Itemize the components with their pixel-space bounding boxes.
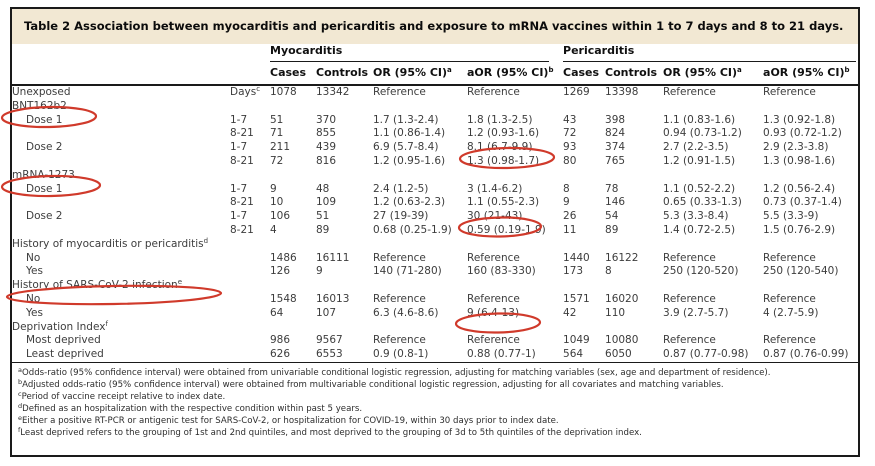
table-cell: Reference <box>467 292 520 305</box>
table-cell: 564 <box>563 348 584 361</box>
table-cell: Reference <box>663 86 716 98</box>
table-cell: 6553 <box>316 348 343 361</box>
table-row <box>12 210 858 224</box>
row-label: Unexposed <box>12 86 71 98</box>
table-cell: 16122 <box>605 251 639 264</box>
table-cell: 1269 <box>563 86 590 98</box>
table-cell <box>663 100 763 114</box>
table-cell: 5.3 (3.3-8.4) <box>663 210 729 223</box>
table-cell <box>230 265 270 279</box>
table-cell: 250 (120-540) <box>763 265 839 278</box>
table-cell: 1.1 (0.55-2.3) <box>467 196 540 209</box>
table-cell: 13342 <box>316 86 350 98</box>
table-cell: 250 (120-520) <box>663 265 739 278</box>
table-cell <box>563 279 605 293</box>
table-cell <box>270 321 316 335</box>
table-cell <box>316 100 373 114</box>
row-label: No <box>26 292 41 305</box>
column-header-row <box>12 62 858 85</box>
column-header-aor: aOR (95% CI)$^b$ <box>467 62 563 85</box>
table-cell: 1548 <box>270 292 297 305</box>
section-row <box>12 279 858 293</box>
group-header-label: Myocarditis <box>270 44 343 57</box>
table-cell: 9 <box>563 196 570 209</box>
table-cell <box>563 238 605 252</box>
table-cell: 8-21 <box>230 223 254 236</box>
row-label <box>12 196 230 210</box>
table-cell <box>230 279 270 293</box>
table-cell: Reference <box>663 334 716 347</box>
table-cell: 6.3 (4.6-8.6) <box>373 306 439 319</box>
table-cell: 80 <box>563 154 577 167</box>
table-cell <box>230 321 270 335</box>
table-cell: 146 <box>605 196 626 209</box>
table-cell: 8-21 <box>230 154 254 167</box>
row-label: Yes <box>26 306 43 319</box>
table-cell: 1.5 (0.76-2.9) <box>763 223 836 236</box>
table-cell: 626 <box>270 348 291 361</box>
section-row <box>12 238 858 252</box>
table-row <box>12 155 858 169</box>
column-header-or: OR (95% CI)$^a$ <box>373 62 467 85</box>
table-title-bar <box>12 9 858 44</box>
table-cell: 3 (1.4-6.2) <box>467 182 523 195</box>
table-cell <box>563 100 605 114</box>
column-header-controls: Controls <box>316 62 373 85</box>
table-cell: 0.65 (0.33-1.3) <box>663 196 742 209</box>
table-row <box>12 183 858 197</box>
table-cell: 824 <box>605 127 626 140</box>
association-table <box>12 44 858 362</box>
table-cell <box>763 279 858 293</box>
table-cell <box>763 238 858 252</box>
table-cell: 72 <box>270 154 284 167</box>
table-cell: 1.1 (0.86-1.4) <box>373 127 446 140</box>
table-cell: 9 <box>270 182 277 195</box>
table-cell <box>605 100 663 114</box>
table-cell: 1440 <box>563 251 590 264</box>
row-label: Dose 1 <box>26 113 63 126</box>
table-cell: Reference <box>467 334 520 347</box>
table-cell: 107 <box>316 306 337 319</box>
table-cell <box>605 279 663 293</box>
table-cell: 1.2 (0.91-1.5) <box>663 154 736 167</box>
column-header-empty <box>12 62 230 85</box>
footnote-line: $^b$Adjusted odds-ratio (95% confidence interval) were obtained from multivariable conditional logistic regression, adjusting for all covariates and matching variables. <box>18 377 724 390</box>
row-label: Dose 2 <box>26 210 63 223</box>
table-cell: 1.2 (0.93-1.6) <box>467 127 540 140</box>
table-cell: 2.9 (2.3-3.8) <box>763 141 829 154</box>
table-cell: Reference <box>763 251 816 264</box>
table-cell <box>230 348 270 362</box>
table-cell: 26 <box>563 210 577 223</box>
table-title: Table 2 Association between myocarditis and pericarditis and exposure to mRNA vaccines within 1 to 7 days and 8 to 21 days. <box>24 18 844 33</box>
table-cell: 2.4 (1.2-5) <box>373 182 429 195</box>
table-cell <box>230 238 270 252</box>
table-cell <box>373 279 467 293</box>
table-cell: 986 <box>270 334 291 347</box>
table-cell: 1571 <box>563 292 590 305</box>
row-label: Dose 1 <box>26 182 63 195</box>
table-cell <box>316 169 373 183</box>
table-cell: 109 <box>316 196 337 209</box>
table-cell: 4 (2.7-5.9) <box>763 306 819 319</box>
table-cell: 78 <box>605 182 619 195</box>
table-cell: 16013 <box>316 292 350 305</box>
table-cell: 1-7 <box>230 113 248 126</box>
table-row <box>12 293 858 307</box>
table-cell <box>230 307 270 321</box>
table-cell <box>316 321 373 335</box>
table-cell: 64 <box>270 306 284 319</box>
column-header-controls: Controls <box>605 62 663 85</box>
table-cell: 1.1 (0.83-1.6) <box>663 113 736 126</box>
column-header-empty <box>230 62 270 85</box>
table-cell <box>467 279 563 293</box>
row-label: BNT162b2 <box>12 99 67 112</box>
table-cell: 43 <box>563 113 577 126</box>
table-cell: Reference <box>373 86 426 98</box>
table-cell <box>373 100 467 114</box>
table-cell <box>373 321 467 335</box>
table-cell: 42 <box>563 306 577 319</box>
table-cell: 0.68 (0.25-1.9) <box>373 223 452 236</box>
table-cell: 3.9 (2.7-5.7) <box>663 306 729 319</box>
table-body <box>12 85 858 362</box>
footnote-line: $^d$Defined as an hospitalization with the respective condition within past 5 years. <box>18 401 363 414</box>
table-cell: 0.87 (0.76-0.99) <box>763 348 849 361</box>
table-cell: 0.9 (0.8-1) <box>373 348 429 361</box>
row-label: Dose 2 <box>26 141 63 154</box>
table-cell: 8.1 (6.7-9.9) <box>467 141 533 154</box>
table-cell: 9567 <box>316 334 343 347</box>
table-cell: 1-7 <box>230 210 248 223</box>
table-cell <box>605 238 663 252</box>
table-cell: 89 <box>605 223 619 236</box>
table-cell: 8-21 <box>230 127 254 140</box>
table-row <box>12 141 858 155</box>
table-cell: 855 <box>316 127 337 140</box>
table-cell <box>563 321 605 335</box>
table-cell: 72 <box>563 127 577 140</box>
table-cell <box>763 100 858 114</box>
table-cell: 9 <box>316 265 323 278</box>
table-cell: 816 <box>316 154 337 167</box>
table-cell: 10 <box>270 196 284 209</box>
section-row <box>12 100 858 114</box>
row-label: Yes <box>26 265 43 278</box>
section-row <box>12 169 858 183</box>
table-cell: 10080 <box>605 334 639 347</box>
table-cell: 51 <box>316 210 330 223</box>
row-label: History of myocarditis or pericarditis$^d$ <box>12 236 209 250</box>
group-header-label: Pericarditis <box>563 44 635 57</box>
row-label: Most deprived <box>26 334 101 347</box>
table-cell <box>373 169 467 183</box>
table-figure <box>10 7 860 457</box>
table-cell: 1.8 (1.3-2.5) <box>467 113 533 126</box>
table-cell <box>230 334 270 348</box>
table-cell: Reference <box>373 334 426 347</box>
table-cell <box>467 238 563 252</box>
table-row <box>12 85 858 100</box>
table-cell <box>270 238 316 252</box>
table-cell: 211 <box>270 141 291 154</box>
table-cell: 1.2 (0.95-1.6) <box>373 154 446 167</box>
table-cell: Reference <box>663 292 716 305</box>
table-cell: 93 <box>563 141 577 154</box>
table-cell: 0.88 (0.77-1) <box>467 348 536 361</box>
group-header-spacer <box>12 44 270 62</box>
table-cell: 1078 <box>270 86 297 98</box>
table-cell <box>563 169 605 183</box>
table-cell: 1.1 (0.52-2.2) <box>663 182 736 195</box>
table-row <box>12 334 858 348</box>
table-cell <box>467 321 563 335</box>
table-row <box>12 307 858 321</box>
table-cell: 1.2 (0.56-2.4) <box>763 182 836 195</box>
table-cell: 27 (19-39) <box>373 210 429 223</box>
table-cell: 1049 <box>563 334 590 347</box>
table-cell: 48 <box>316 182 330 195</box>
table-cell: 16111 <box>316 251 350 264</box>
table-cell: 160 (83-330) <box>467 265 536 278</box>
footnotes <box>12 363 858 439</box>
table-cell: 1.4 (0.72-2.5) <box>663 223 736 236</box>
table-cell: 1.2 (0.63-2.3) <box>373 196 446 209</box>
table-cell: 106 <box>270 210 291 223</box>
table-cell <box>605 169 663 183</box>
table-cell <box>373 238 467 252</box>
table-cell: 0.73 (0.37-1.4) <box>763 196 842 209</box>
table-cell: 11 <box>563 223 577 236</box>
table-cell <box>230 169 270 183</box>
table-row <box>12 114 858 128</box>
table-cell <box>230 100 270 114</box>
table-cell: 126 <box>270 265 291 278</box>
table-cell: 8 <box>563 182 570 195</box>
row-label <box>12 224 230 238</box>
table-cell: 13398 <box>605 86 639 98</box>
row-label <box>12 155 230 169</box>
row-label: Deprivation Index$^f$ <box>12 319 108 333</box>
table-cell: 8 <box>605 265 612 278</box>
table-cell <box>270 100 316 114</box>
column-header-or: OR (95% CI)$^a$ <box>663 62 763 85</box>
table-cell: 2.7 (2.2-3.5) <box>663 141 729 154</box>
table-cell: 1-7 <box>230 141 248 154</box>
table-cell: 1.7 (1.3-2.4) <box>373 113 439 126</box>
table-row <box>12 252 858 266</box>
table-cell: 16020 <box>605 292 639 305</box>
table-cell: 765 <box>605 154 626 167</box>
group-header-myocarditis <box>270 44 563 62</box>
column-header-aor: aOR (95% CI)$^b$ <box>763 62 858 85</box>
table-cell: 1.3 (0.92-1.8) <box>763 113 836 126</box>
table-cell: 140 (71-280) <box>373 265 442 278</box>
table-cell: 9 (6.4-13) <box>467 306 520 319</box>
table-row <box>12 224 858 238</box>
footnote-line: $^c$Period of vaccine receipt relative to index date. <box>18 389 226 402</box>
table-cell: 173 <box>563 265 584 278</box>
group-header-pericarditis <box>563 44 858 62</box>
row-label: History of SARS-CoV-2 infection$^e$ <box>12 278 183 292</box>
table-cell: 1-7 <box>230 182 248 195</box>
column-header-cases: Cases <box>563 62 605 85</box>
table-cell <box>763 321 858 335</box>
table-cell <box>230 293 270 307</box>
table-cell <box>663 169 763 183</box>
table-cell: 374 <box>605 141 626 154</box>
table-cell <box>230 252 270 266</box>
column-header-cases: Cases <box>270 62 316 85</box>
group-header-row <box>12 44 858 62</box>
table-cell: Reference <box>763 86 816 98</box>
table-cell <box>467 100 563 114</box>
table-cell: 30 (21-43) <box>467 210 523 223</box>
table-cell: Reference <box>467 251 520 264</box>
table-cell <box>663 321 763 335</box>
table-cell <box>605 321 663 335</box>
table-cell: 5.5 (3.3-9) <box>763 210 819 223</box>
table-cell: 51 <box>270 113 284 126</box>
table-cell: 1.3 (0.98-1.6) <box>763 154 836 167</box>
table-cell: 0.94 (0.73-1.2) <box>663 127 742 140</box>
table-cell: Reference <box>763 334 816 347</box>
table-cell <box>663 279 763 293</box>
table-cell <box>270 279 316 293</box>
table-cell: Reference <box>373 251 426 264</box>
table-cell: 89 <box>316 223 330 236</box>
table-cell: 0.93 (0.72-1.2) <box>763 127 842 140</box>
table-cell: 6050 <box>605 348 632 361</box>
footnote-line: $^e$Either a positive RT-PCR or antigenic test for SARS-CoV-2, or hospitalization for COVID-19, within 30 days prior to index date. <box>18 413 559 426</box>
table-cell: Days$^c$ <box>230 85 261 98</box>
footnote-line: $^f$Least deprived refers to the grouping of 1st and 2nd quintiles, and most deprived to the grouping of 3d to 5th quintiles of the deprivation index. <box>18 425 642 438</box>
row-label: Least deprived <box>26 348 104 361</box>
table-cell <box>270 169 316 183</box>
table-cell: 4 <box>270 223 277 236</box>
footnote-line: $^a$Odds-ratio (95% confidence interval) were obtained from univariable conditional logistic regression, adjusting for matching variables (sex, age and department of residence). <box>18 365 771 378</box>
table-cell: 0.59 (0.19-1.9) <box>467 223 546 236</box>
table-cell: 439 <box>316 141 337 154</box>
table-cell: 8-21 <box>230 196 254 209</box>
table-cell <box>316 279 373 293</box>
table-cell <box>663 238 763 252</box>
table-row <box>12 196 858 210</box>
row-label: mRNA-1273 <box>12 168 75 181</box>
table-cell: 6.9 (5.7-8.4) <box>373 141 439 154</box>
table-cell: Reference <box>663 251 716 264</box>
row-label: No <box>26 251 41 264</box>
table-row <box>12 127 858 141</box>
table-cell: 1.3 (0.98-1.7) <box>467 154 540 167</box>
table-cell <box>316 238 373 252</box>
table-cell: 54 <box>605 210 619 223</box>
table-cell: 398 <box>605 113 626 126</box>
table-cell: 110 <box>605 306 626 319</box>
table-cell: Reference <box>763 292 816 305</box>
table-cell: 71 <box>270 127 284 140</box>
table-cell: 0.87 (0.77-0.98) <box>663 348 749 361</box>
table-row <box>12 265 858 279</box>
section-row <box>12 321 858 335</box>
table-cell: 1486 <box>270 251 297 264</box>
table-cell: Reference <box>373 292 426 305</box>
table-cell <box>467 169 563 183</box>
table-cell: 370 <box>316 113 337 126</box>
table-cell: Reference <box>467 86 520 98</box>
table-cell <box>763 169 858 183</box>
row-label <box>12 127 230 141</box>
table-row <box>12 348 858 362</box>
